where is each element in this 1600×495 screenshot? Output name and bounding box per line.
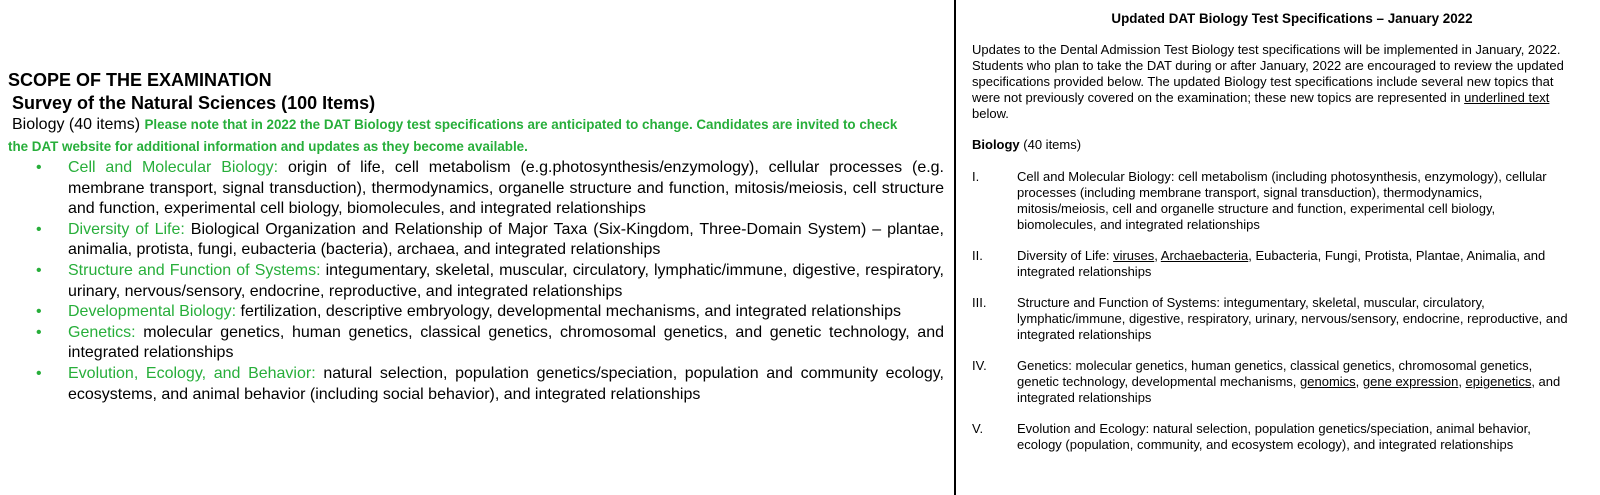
section-number: III. (972, 295, 987, 310)
biology-count: (40 items) (1019, 137, 1082, 152)
scope-title: SCOPE OF THE EXAMINATION (8, 70, 272, 90)
section-text: Genetics: molecular genetics, human genetics, classical genetics, chromosomal genetics, genetic technology, developmental mechanisms, (1017, 358, 1533, 389)
underlined-term: epigenetics (1465, 374, 1532, 389)
bullet-icon: • (36, 159, 42, 176)
intro-end: below. (972, 106, 1009, 121)
list-item (8, 220, 944, 261)
intro-underlined: underlined text (1464, 90, 1550, 105)
topic-text: Biological Organization and Relationship of Major Taxa (Six-Kingdom, Three-Domain System) – plantae, animalia, protista, fungi, eubacteria (bacteria), archaea, and integrated relationships (68, 220, 945, 259)
topic-text: integumentary, skeletal, muscular, circulatory, lymphatic/immune, digestive, respiratory, urinary, nervous/sensory, endocrine, reproductive, and integrated relationships (68, 261, 944, 300)
section-text: Evolution and Ecology: natural selection, population genetics/speciation, animal behavior, ecology (population, community, and ecosystem ecology), and integrated relationships (1017, 421, 1531, 452)
biology-label: Biology (40 items) (12, 116, 141, 133)
section-number: I. (972, 169, 980, 184)
biology-bold: Biology (972, 137, 1020, 152)
bullet-icon: • (36, 323, 42, 341)
topic-name: Diversity of Life: (68, 220, 185, 238)
spec-section (972, 295, 1572, 343)
section-text: Diversity of Life: (1017, 248, 1114, 263)
separator: , (1458, 374, 1466, 389)
spec-section (972, 421, 1572, 453)
topic-name: Cell and Molecular Biology: (68, 159, 279, 176)
intro-text: Updates to the Dental Admission Test Biology test specifications will be implemented in January, 2022. Students who plan to take the DAT during or after January, 2022 are encouraged to review the updated specifications provided below. The updated Biology test specifications include several new topics that were not previously covered on the examination; these new topics are represented in (972, 42, 1564, 105)
section-text: Cell and Molecular Biology: cell metabolism (including photosynthesis, enzymology), cellular processes (including membrane transport, signal transduction), thermodynamics, mitosis/meiosis, cell and organelle structure and function, experimental cell biology, biomolecules, and integrated relationships (1017, 169, 1547, 232)
change-note: Please note that in 2022 the DAT Biology test specifications are anticipated to change. Candidates are invited to check (144, 117, 898, 132)
spec-section (972, 358, 1572, 406)
topic-text: origin of life, cell metabolism (e.g.photosynthesis/enzymology), cellular processes (e.g. membrane transport, signal transduction), thermodynamics, organelle structure and function, mitosis/meiosis, cell structure and function, experimental cell biology, biomolecules, and integrated relationships (68, 159, 945, 218)
underlined-term: viruses (1113, 248, 1155, 263)
bullet-icon: • (36, 220, 42, 238)
separator: , (1154, 248, 1161, 263)
underlined-term: Archaebacteria (1160, 248, 1249, 263)
biology-line (8, 114, 944, 158)
underlined-term: gene expression (1362, 374, 1459, 389)
topic-name: Genetics: (68, 323, 136, 341)
section-text: Structure and Function of Systems: integumentary, skeletal, muscular, circulatory, lymphatic/immune, digestive, respiratory, urinary, nervous/sensory, endocrine, reproductive, and integrated relationships (1017, 295, 1568, 342)
separator: , (1355, 374, 1363, 389)
list-item (8, 302, 944, 323)
section-text-end: , Eubacteria, Fungi, Protista, Plantae, Animalia, and integrated relationships (1017, 248, 1546, 279)
list-item (8, 261, 944, 302)
topic-list (8, 158, 944, 405)
topic-name: Structure and Function of Systems: (68, 261, 321, 279)
bullet-icon: • (36, 303, 42, 321)
intro-paragraph (972, 42, 1572, 122)
bullet-icon: • (36, 364, 42, 382)
list-item (8, 158, 944, 220)
section-number: V. (972, 421, 984, 436)
bullet-icon: • (36, 261, 42, 279)
topic-text: natural selection, population genetics/speciation, population and community ecology, ecosystems, and animal behavior (including social behavior), and integrated relationships (68, 364, 945, 403)
section-number: II. (972, 248, 983, 263)
spec-section (972, 169, 1572, 233)
left-pane (8, 68, 944, 405)
topic-text: molecular genetics, human genetics, classical genetics, chromosomal genetics, and genetic technology, and integrated relationships (68, 323, 944, 362)
topic-name: Developmental Biology: (68, 303, 237, 321)
section-text-end: , and integrated relationships (1017, 374, 1561, 405)
list-item (8, 323, 944, 364)
survey-title: Survey of the Natural Sciences (100 Items) (12, 93, 376, 113)
right-pane (972, 11, 1572, 468)
topic-name: Evolution, Ecology, and Behavior: (68, 364, 316, 382)
underlined-term: genomics (1300, 374, 1356, 389)
topic-text: fertilization, descriptive embryology, developmental mechanisms, and integrated relationships (236, 303, 902, 321)
section-number: IV. (972, 358, 987, 373)
biology-heading (972, 137, 1572, 153)
spec-section (972, 248, 1572, 280)
vertical-divider (954, 0, 956, 495)
updated-specs-title: Updated DAT Biology Test Specifications – January 2022 (1111, 11, 1473, 26)
list-item (8, 364, 944, 405)
change-note-continued: the DAT website for additional information and updates as they become available. (8, 139, 528, 154)
